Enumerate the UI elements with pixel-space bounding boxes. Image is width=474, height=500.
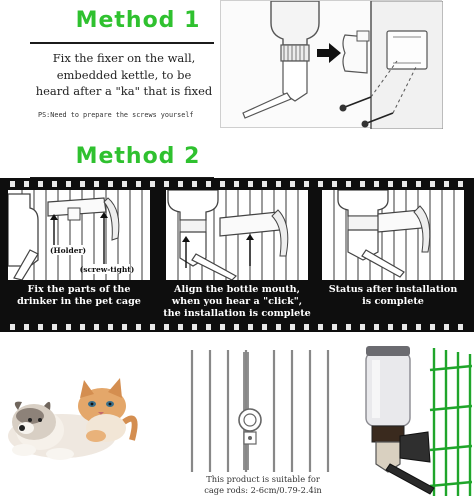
- film-perforation-top: [4, 181, 470, 187]
- step-1-caption: [4, 284, 154, 308]
- wall-mount-illustration: [220, 0, 442, 128]
- step-2-caption: [162, 284, 312, 320]
- method-1-title: Method 1: [75, 8, 201, 33]
- rod-size-note: [188, 474, 338, 496]
- step-2-caption-line-2: when you hear a "click",: [171, 296, 303, 307]
- step-1-caption-line-1: Fix the parts of the: [27, 284, 131, 295]
- step-2-caption-line-3: the installation is complete: [163, 308, 311, 319]
- step-1-caption-line-2: drinker in the pet cage: [17, 296, 141, 307]
- installation-film-strip: [0, 178, 474, 332]
- step-3-caption-line-2: is complete: [362, 296, 424, 307]
- holder-label: (Holder): [49, 246, 87, 255]
- method-1-line-1: Fix the fixer on the wall,: [52, 51, 196, 65]
- installed-bottle-photo: [354, 340, 472, 500]
- screws-note: PS:Need to prepare the screws yourself: [38, 111, 194, 119]
- rod-size-note-line-1: This product is suitable for: [206, 474, 320, 484]
- cage-rods-diagram: [186, 346, 336, 476]
- step-3-image: [322, 190, 464, 280]
- step-1-image: [8, 190, 150, 280]
- screw-tight-label: (screw-tight): [79, 265, 135, 274]
- method-1-instructions: [26, 50, 222, 100]
- method-1-divider: [30, 42, 214, 44]
- rod-size-note-line-2: cage rods: 2-6cm/0.79-2.4in: [204, 485, 322, 495]
- step-2-image: [166, 190, 308, 280]
- step-3-caption-line-1: Status after installation: [328, 284, 458, 295]
- puppy-and-kitten-photo: [0, 370, 150, 470]
- method-1-line-3: heard after a "ka" that is fixed: [35, 84, 213, 98]
- method-2-title: Method 2: [75, 144, 201, 169]
- film-perforation-bottom: [4, 324, 470, 330]
- step-3-caption: [318, 284, 468, 308]
- step-2-caption-line-1: Align the bottle mouth,: [174, 284, 300, 295]
- method-1-line-2: embedded kettle, to be: [56, 67, 192, 82]
